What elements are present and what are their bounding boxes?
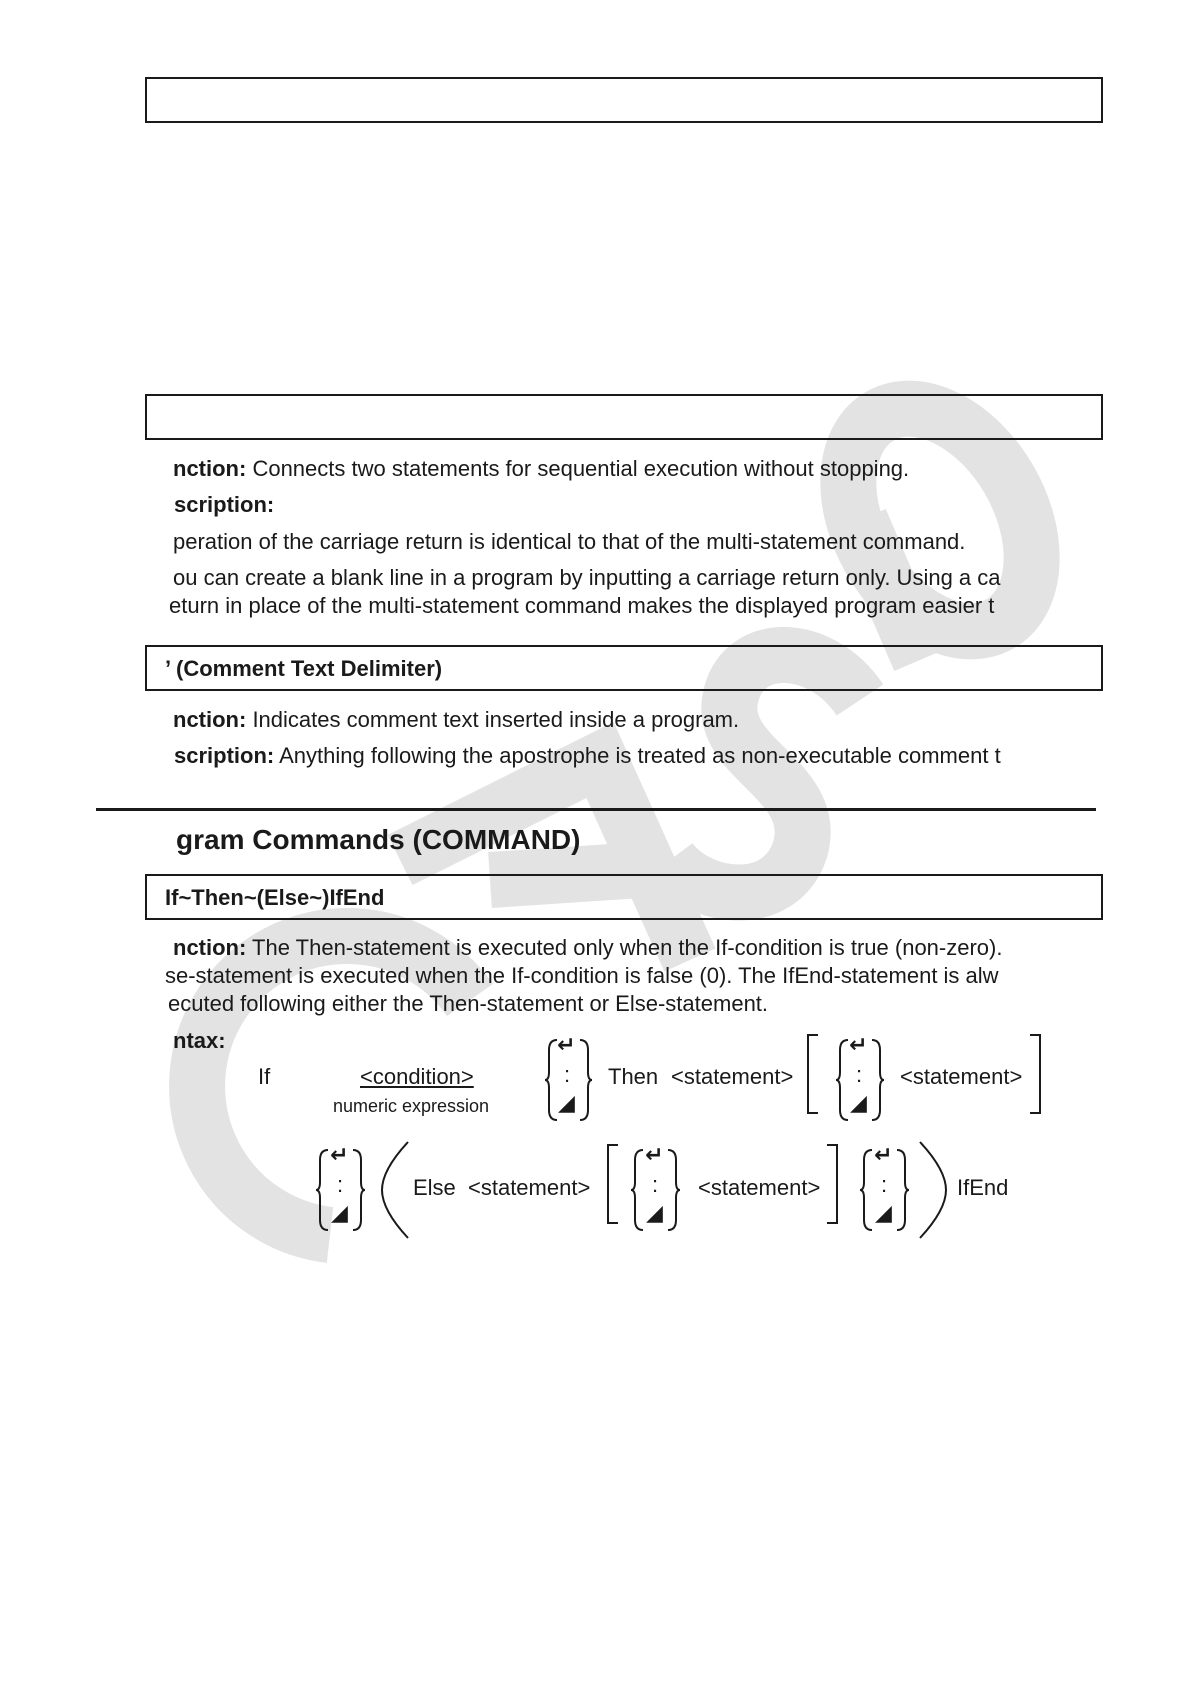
disp-symbol: ◢ [875,1200,892,1225]
syntax-statement: <statement> [468,1175,591,1200]
function-line-2: se-statement is executed when the If-condition is false (0). The IfEnd-statement is alw [165,963,999,988]
syntax-label: ntax: [173,1028,226,1053]
left-square-bracket [606,1144,620,1224]
function-line-3: ecuted following either the Then-statement or Else-statement. [168,991,769,1016]
right-curly-brace [870,1038,884,1122]
colon-symbol: : [652,1172,659,1197]
left-curly-brace [316,1148,330,1232]
syntax-statement: <statement> [900,1064,1023,1089]
right-paren [918,1140,948,1240]
return-symbol: ↵ [557,1032,576,1057]
return-symbol: ↵ [645,1142,664,1167]
return-symbol: ↵ [849,1032,868,1057]
syntax-statement: <statement> [671,1064,794,1089]
function-label: nction: [173,707,247,732]
syntax-if: If [258,1064,271,1089]
section-box-top [145,77,1103,123]
syntax-else: Else [413,1175,456,1200]
left-curly-brace [631,1148,645,1232]
section-box-if-then [145,874,1103,920]
function-label: nction: [173,456,247,481]
disp-symbol: ◢ [558,1090,575,1115]
description-line [174,742,1001,770]
function-text: The Then-statement is executed only when the If-condition is true (non-zero). [246,935,1003,960]
disp-symbol: ◢ [646,1200,663,1225]
description-label: scription: [174,492,275,517]
syntax-statement: <statement> [698,1175,821,1200]
colon-symbol: : [856,1062,863,1087]
return-symbol: ↵ [330,1142,349,1167]
function-text: Indicates comment text inserted inside a program. [246,707,740,732]
right-curly-brace [666,1148,680,1232]
disp-symbol: ◢ [331,1200,348,1225]
disp-symbol: ◢ [850,1090,867,1115]
colon-symbol: : [881,1172,888,1197]
section-box-carriage-return [145,394,1103,440]
function-label: nction: [173,935,247,960]
function-line [173,934,1002,962]
section-box-comment [145,645,1103,691]
description-label: scription: [174,743,275,768]
function-line [173,706,739,734]
description-line: eturn in place of the multi-statement command makes the displayed program easier t [169,593,995,618]
page-heading: gram Commands (COMMAND) [176,824,581,855]
section-divider [96,808,1096,811]
left-curly-brace [860,1148,874,1232]
syntax-condition-note: numeric expression [333,1096,490,1116]
colon-symbol: : [337,1172,344,1197]
colon-symbol: : [564,1062,571,1087]
left-square-bracket [806,1034,820,1114]
section-title: ’ (Comment Text Delimiter) [165,656,443,681]
function-text: Connects two statements for sequential execution without stopping. [246,456,910,481]
left-curly-brace [836,1038,850,1122]
description-text: Anything following the apostrophe is treated as non-executable comment t [274,743,1001,768]
right-curly-brace [351,1148,365,1232]
syntax-then: Then [608,1064,659,1089]
description-line: peration of the carriage return is identical to that of the multi-statement command. [173,529,966,554]
section-title: If~Then~(Else~)IfEnd [165,885,385,910]
return-symbol: ↵ [874,1142,893,1167]
right-square-bracket [825,1144,839,1224]
syntax-condition: <condition> [360,1064,474,1089]
right-square-bracket [1028,1034,1042,1114]
right-curly-brace [895,1148,909,1232]
function-line [173,455,909,483]
syntax-ifend: IfEnd [957,1175,1009,1200]
left-paren [380,1140,410,1240]
right-curly-brace [578,1038,592,1122]
description-line: ou can create a blank line in a program by inputting a carriage return only. Using a ca [173,565,1001,590]
